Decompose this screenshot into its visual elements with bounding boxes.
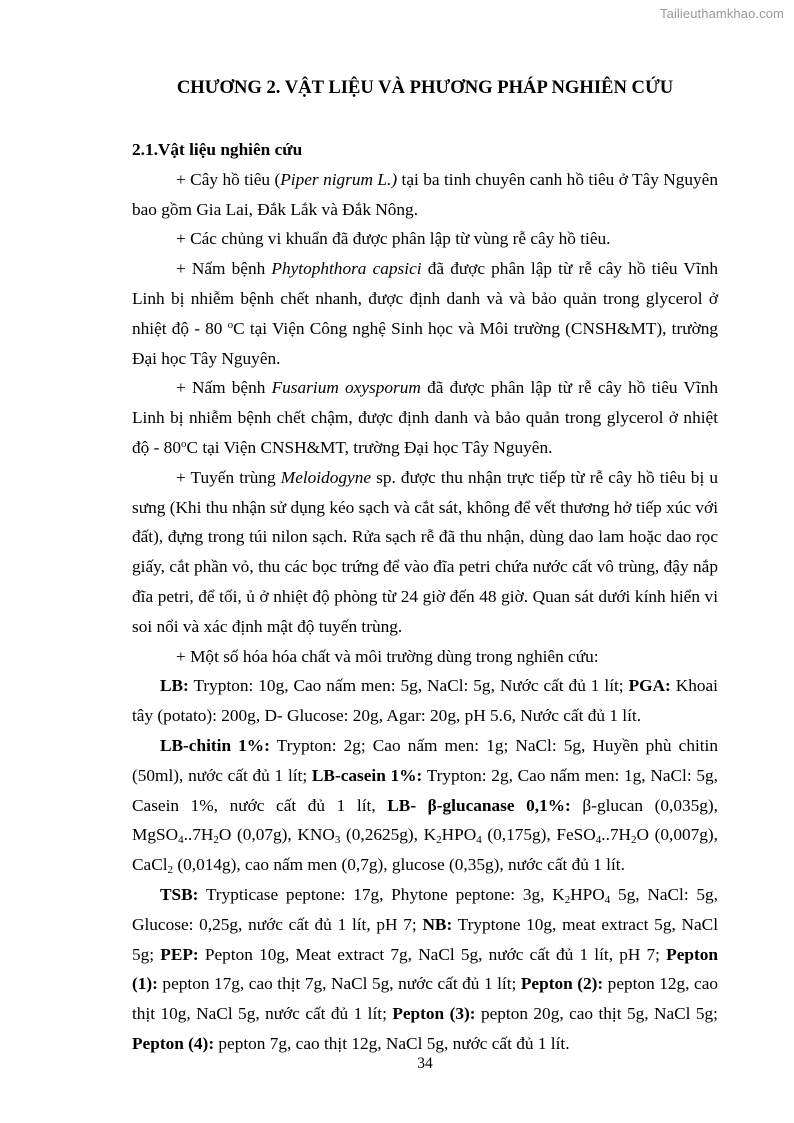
italic-term: Phytophthora capsici xyxy=(271,259,422,279)
chapter-title: CHƯƠNG 2. VẬT LIỆU VÀ PHƯƠNG PHÁP NGHIÊN CỨU xyxy=(176,77,674,98)
text-run: Trypton: 10g, Cao nấm men: 5g, NaCl: 5g, Nước cất đủ 1 lít; xyxy=(188,676,629,696)
body-paragraph xyxy=(132,373,718,462)
text-run: pepton 17g, cao thịt 7g, NaCl 5g, nước cất đủ 1 lít; xyxy=(157,974,521,994)
text-run: O (0,007g), CaCl xyxy=(132,825,719,875)
text-run: 2 xyxy=(564,893,571,906)
text-run: sp. được thu nhận trực tiếp từ rễ cây hồ tiêu bị u sưng (Khi thu nhận sử dụng kéo sạch và cắt sát, không để vết thương hở tiếp xúc với đất), đựng trong túi nilon sạch. Rửa sạch rễ đã thu nhận, dùng dao lam hoặc dao rọc giấy, cắt phần vỏ, thu các bọc trứng để vào đĩa petri chứa nước cất vô trùng, đậy nắp đĩa petri, để tối, ủ ở nhiệt độ phòng từ 24 giờ đến 48 giờ. Quan sát dưới kính hiển vi soi nổi và xác định mật độ tuyến trùng. xyxy=(132,467,718,636)
body-paragraph xyxy=(132,642,718,672)
text-run: 4 xyxy=(476,834,482,847)
text-run: 2 xyxy=(631,834,637,847)
bold-term: Pepton (3): xyxy=(392,1004,476,1024)
text-run: Trypton: 2g, Cao nấm men: 1g, NaCl: 5g, Casein 1%, nước cất đủ 1 lít, xyxy=(132,765,718,815)
text-run: ..7H xyxy=(183,825,214,845)
text-run: + Nấm bệnh xyxy=(176,259,272,279)
section-heading: 2.1.Vật liệu nghiên cứu xyxy=(132,140,303,159)
text-run: HPO xyxy=(570,884,605,904)
text-run: đã được phân lập từ rễ cây hồ tiêu Vĩnh Linh bị nhiễm bệnh chết chậm, được định danh và bảo quản trong glycerol ở nhiệt độ - 80 xyxy=(132,378,718,457)
text-run: + Nấm bệnh xyxy=(176,378,272,398)
bold-term: TSB: xyxy=(160,884,199,904)
text-run: pepton 20g, cao thịt 5g, NaCl 5g; xyxy=(475,1004,718,1024)
text-run: 3 xyxy=(334,834,341,847)
text-run: Tryptone 10g, meat extract 5g, NaCl 5g; xyxy=(132,914,718,964)
text-run: 2 xyxy=(213,834,219,847)
text-run: C tại Viện CNSH&MT, trường Đại học Tây Nguyên. xyxy=(186,437,553,457)
text-run: Trypton: 2g; Cao nấm men: 1g; NaCl: 5g, Huyền phù chitin (50ml), nước cất đủ 1 lít; xyxy=(132,735,718,785)
text-run: 4 xyxy=(595,834,602,847)
text-run: + Cây hồ tiêu ( xyxy=(176,169,281,189)
bold-term: Pepton (2): xyxy=(520,974,604,994)
text-run: 2 xyxy=(436,834,442,847)
bold-term: Pepton (1): xyxy=(132,944,718,994)
body-paragraph xyxy=(132,254,718,373)
text-run: C tại Viện Công nghệ Sinh học và Môi trường (CNSH&MT), trường Đại học Tây Nguyên. xyxy=(132,318,719,368)
text-run: ..7H xyxy=(601,825,632,845)
text-run: Pepton 10g, Meat extract 7g, NaCl 5g, nước cất đủ 1 lít, pH 7; xyxy=(198,944,667,964)
body-paragraph xyxy=(132,224,718,254)
body-paragraph xyxy=(132,671,718,731)
text-run: HPO xyxy=(441,825,477,845)
text-run: Trypticase peptone: 17g, Phytone peptone: 3g, K xyxy=(198,884,565,904)
text-run: o xyxy=(180,437,187,450)
italic-term: Piper nigrum L.) xyxy=(280,169,398,189)
text-run: o xyxy=(227,318,234,331)
bold-term: LB-casein 1%: xyxy=(311,765,423,785)
text-run: pepton 7g, cao thịt 12g, NaCl 5g, nước cất đủ 1 lít. xyxy=(214,1033,570,1053)
body-paragraph xyxy=(132,880,718,1059)
text-run: (0,014g), cao nấm men (0,7g), glucose (0,35g), nước cất đủ 1 lít. xyxy=(173,855,625,875)
text-run: + Một số hóa hóa chất và môi trường dùng trong nghiên cứu: xyxy=(176,646,599,666)
bold-term: LB: xyxy=(160,676,189,696)
italic-term: Fusarium oxysporum xyxy=(271,378,421,398)
text-run: pepton 12g, cao thịt 10g, NaCl 5g, nước cất đủ 1 lít; xyxy=(132,974,719,1024)
text-run: Khoai tây (potato): 200g, D- Glucose: 20g, Agar: 20g, pH 5.6, Nước cất đủ 1 lít. xyxy=(132,676,718,726)
body-paragraph xyxy=(132,463,718,642)
page-number: 34 xyxy=(417,1055,433,1072)
bold-term: PGA: xyxy=(628,676,671,696)
text-run: (0,2625g), K xyxy=(340,825,437,845)
text-run: 2 xyxy=(167,864,174,877)
body-paragraph xyxy=(132,165,718,225)
text-run: O (0,07g), KNO xyxy=(218,825,335,845)
text-run: 4 xyxy=(604,893,611,906)
bold-term: LB- β-glucanase 0,1%: xyxy=(387,795,571,815)
text-run: + Tuyến trùng xyxy=(176,467,281,487)
bold-term: NB: xyxy=(422,914,453,934)
bold-term: Pepton (4): xyxy=(132,1033,215,1053)
text-run: 5g, NaCl: 5g, Glucose: 0,25g, nước cất đủ 1 lít, pH 7; xyxy=(132,884,719,934)
paragraph-list xyxy=(132,165,718,1059)
watermark-text: Tailieuthamkhao.com xyxy=(659,6,784,21)
text-run: 4 xyxy=(178,834,184,847)
text-run: β-glucan (0,035g), MgSO xyxy=(132,795,718,845)
page-content xyxy=(132,135,718,1059)
italic-term: Meloidogyne xyxy=(280,467,372,487)
bold-term: LB-chitin 1%: xyxy=(160,735,270,755)
text-run: đã được phân lập từ rễ cây hồ tiêu Vĩnh Linh bị nhiễm bệnh chết nhanh, được định danh và và bảo quản trong glycerol ở nhiệt độ - 80 xyxy=(132,259,718,338)
bold-term: PEP: xyxy=(160,944,199,964)
text-run: + Các chủng vi khuẩn đã được phân lập từ vùng rễ cây hồ tiêu. xyxy=(176,229,611,249)
text-run: tại ba tinh chuyên canh hồ tiêu ở Tây Nguyên bao gồm Gia Lai, Đắk Lắk và Đắk Nông. xyxy=(132,169,718,219)
text-run: (0,175g), FeSO xyxy=(481,825,596,845)
body-paragraph xyxy=(132,731,718,880)
